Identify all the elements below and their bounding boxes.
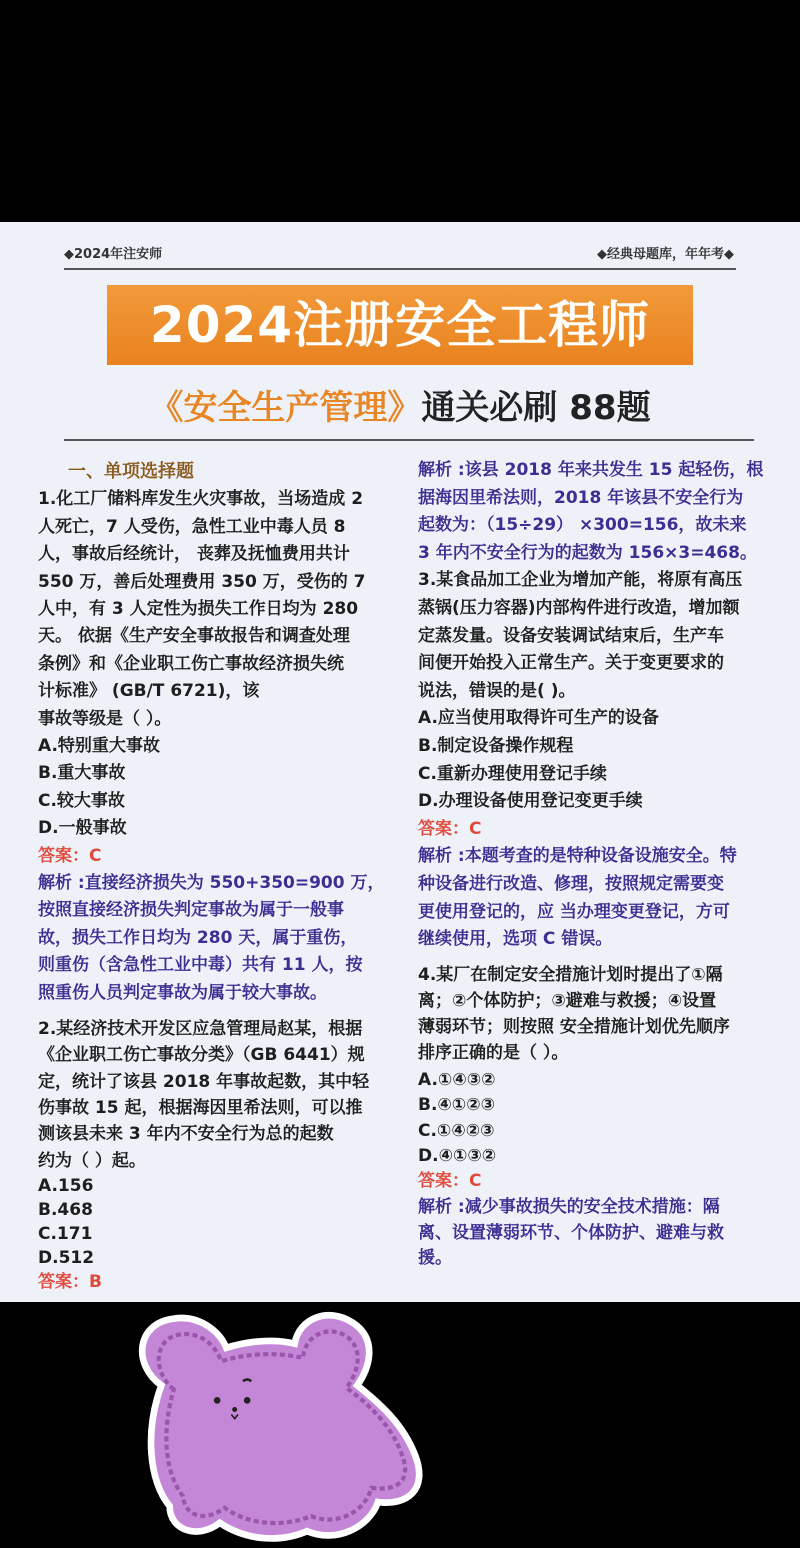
subtitle xyxy=(0,384,800,432)
answer-option: C.171 xyxy=(38,1224,93,1244)
subtitle-rest: 通关必刷 88题 xyxy=(421,388,651,428)
question-text-line: 伤事故 15 起，根据海因里希法则，可以推 xyxy=(38,1097,363,1118)
bear-eye-icon xyxy=(244,1397,251,1404)
answer-key: 答案：C xyxy=(418,818,482,839)
header-left-tag: ◆2024年注安师 xyxy=(64,247,163,262)
question-text-line: 550 万，善后处理费用 350 万，受伤的 7 xyxy=(38,571,366,592)
answer-option: D.512 xyxy=(38,1248,95,1268)
answer-key: 答案：B xyxy=(38,1272,102,1292)
question-text-line: 1.化工厂储料库发生火灾事故，当场造成 2 xyxy=(38,489,364,510)
question-text-line: 《企业职工伤亡事故分类》（GB 6441）规 xyxy=(38,1045,365,1066)
question-text-line: 约为（ ）起。 xyxy=(38,1150,146,1171)
question-text-line: 排序正确的是（ ）。 xyxy=(418,1043,569,1063)
answer-option: A.①④③② xyxy=(418,1070,496,1090)
bear-eye-icon xyxy=(214,1397,221,1404)
title-banner xyxy=(107,285,693,365)
explanation-line: 解析 :本题考查的是特种设备设施安全。特 xyxy=(418,846,737,867)
explanation-line: 据海因里希法则，2018 年该县不安全行为 xyxy=(418,487,744,508)
explanation-line: 故，损失工作日均为 280 天，属于重伤， xyxy=(38,927,358,948)
answer-option: A.应当使用取得许可生产的设备 xyxy=(418,708,659,729)
answer-option: C.重新办理使用登记手续 xyxy=(418,763,607,784)
answer-option: B.468 xyxy=(38,1200,93,1220)
main-title: 2024注册安全工程师 xyxy=(149,296,651,354)
explanation-line: 起数为：（15÷29） ×300=156，故未来 xyxy=(418,515,747,536)
explanation-line: 解析 :直接经济损失为 550+350=900 万， xyxy=(38,873,385,893)
question-text-line: 人死亡，7 人受伤，急性工业中毒人员 8 xyxy=(38,516,346,537)
question-text-line: 条例》和《企业职工伤亡事故经济损失统 xyxy=(38,653,344,674)
question-text-line: 定，统计了该县 2018 年事故起数，其中轻 xyxy=(38,1071,370,1092)
question-text-line: 2.某经济技术开发区应急管理局赵某，根据 xyxy=(38,1019,363,1039)
question-text-line: 定蒸发量。设备安装调试结束后，生产车 xyxy=(418,625,724,646)
question-text-line: 人中，有 3 人定性为损失工作日均为 280 xyxy=(38,599,359,619)
answer-option: B.制定设备操作规程 xyxy=(418,736,574,756)
question-text-line: 4.某厂在制定安全措施计划时提出了①隔 xyxy=(418,965,723,985)
answer-option: C.①④②③ xyxy=(418,1120,495,1141)
question-text-line: 说法，错误的是( )。 xyxy=(418,680,576,701)
question-text-line: 人，事故后经统计， 丧葬及抚恤费用共计 xyxy=(38,544,350,565)
explanation-line: 种设备进行改造、修理，按照规定需要变 xyxy=(418,874,724,894)
question-text-line: 事故等级是（ ）。 xyxy=(38,708,172,729)
title-divider xyxy=(64,439,754,441)
answer-option: C.较大事故 xyxy=(38,790,125,811)
answer-option: D.一般事故 xyxy=(38,818,127,839)
answer-option: D.④①③② xyxy=(418,1145,497,1166)
explanation-line: 解析 :该县 2018 年来共发生 15 起轻伤，根 xyxy=(418,460,764,480)
explanation-line: 3 年内不安全行为的起数为 156×3=468。 xyxy=(418,542,757,563)
explanation-line: 更使用登记的，应 当办理变更登记，方可 xyxy=(418,901,730,922)
question-text-line: 3.某食品加工企业为增加产能，将原有高压 xyxy=(418,570,743,591)
explanation-line: 解析 :减少事故损失的安全技术措施：隔 xyxy=(418,1197,720,1217)
question-text-line: 薄弱环节；则按照 安全措施计划优先顺序 xyxy=(418,1017,730,1037)
explanation-line: 照重伤人员判定事故为属于较大事故。 xyxy=(38,982,327,1003)
question-text-line: 计标准》 (GB/T 6721)，该 xyxy=(38,681,260,702)
answer-option: D.办理设备使用登记变更手续 xyxy=(418,791,643,812)
answer-key: 答案：C xyxy=(418,1171,482,1192)
answer-option: A.156 xyxy=(38,1176,94,1196)
answer-option: B.④①②③ xyxy=(418,1095,495,1116)
explanation-line: 继续使用，选项 C 错误。 xyxy=(418,929,613,950)
answer-option: B.重大事故 xyxy=(38,763,126,784)
explanation-line: 离、设置薄弱环节、个体防护、避难与救 xyxy=(418,1222,724,1243)
section-heading: 一、单项选择题 xyxy=(68,461,194,482)
answer-option: A.特别重大事故 xyxy=(38,736,160,756)
explanation-line: 援。 xyxy=(418,1248,452,1268)
explanation-line: 按照直接经济损失判定事故为属于一般事 xyxy=(38,900,344,921)
subtitle-book: 《安全生产管理》 xyxy=(149,388,422,428)
question-text-line: 间便开始投入正常生产。关于变更要求的 xyxy=(418,653,724,674)
question-text-line: 天。 依据《生产安全事故报告和调查处理 xyxy=(38,626,350,647)
question-text-line: 离；②个体防护；③避难与救援；④设置 xyxy=(418,991,717,1011)
answer-key: 答案：C xyxy=(38,845,102,866)
question-text-line: 蒸锅(压力容器)内部构件进行改造，增加额 xyxy=(418,598,740,618)
question-text-line: 测该县未来 3 年内不安全行为总的起数 xyxy=(38,1124,334,1145)
bear-sticker-icon xyxy=(128,1306,428,1548)
explanation-line: 则重伤（含急性工业中毒）共有 11 人，按 xyxy=(38,955,363,976)
header-divider xyxy=(64,268,736,270)
header-right-tag: ◆经典母题库，年年考◆ xyxy=(597,247,734,262)
